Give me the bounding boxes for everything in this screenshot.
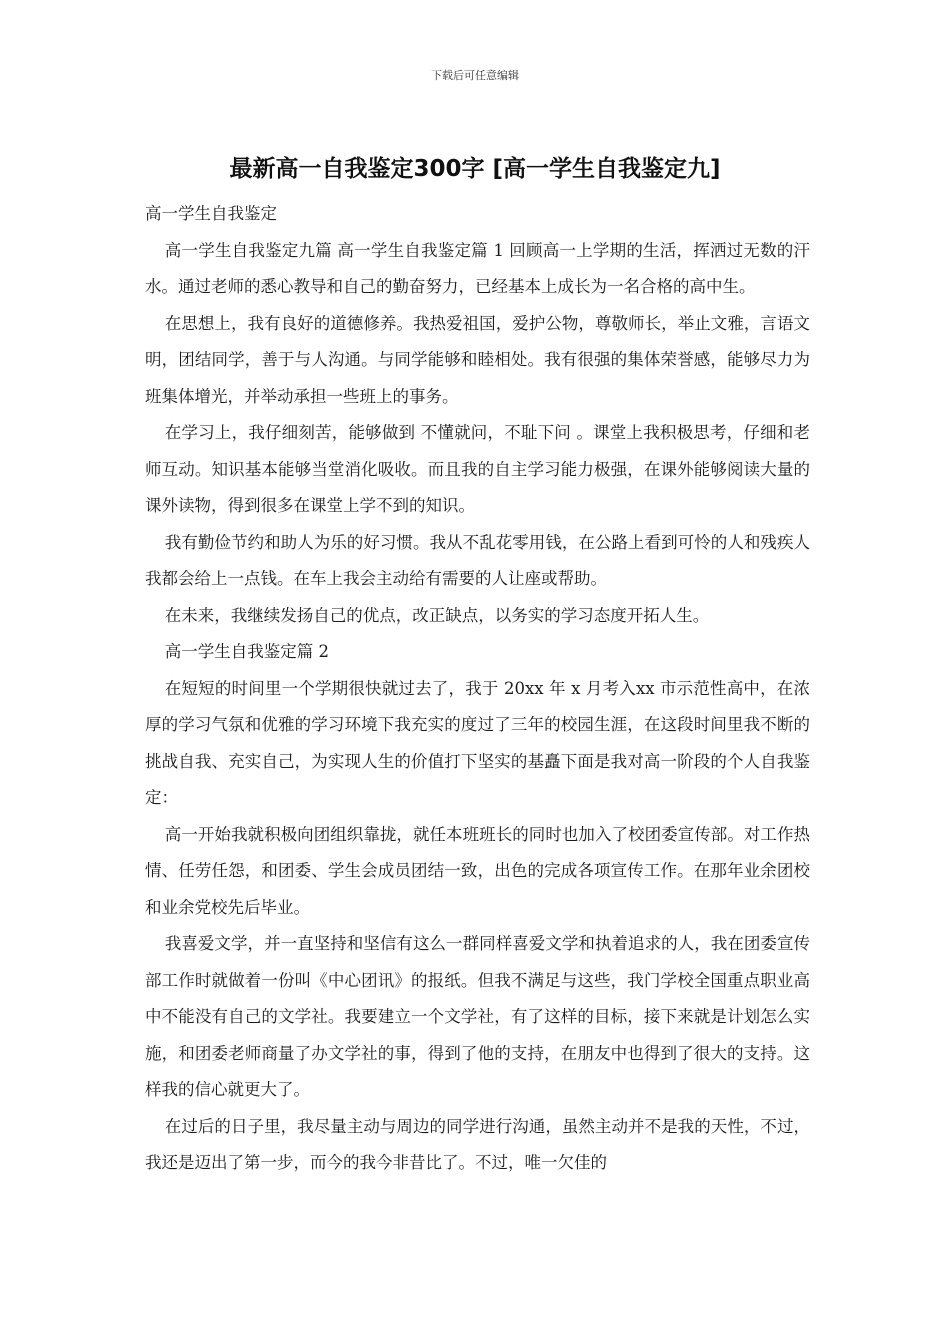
section-heading: 高一学生自我鉴定篇 2 (164, 642, 330, 661)
paragraph: 在学习上，我仔细刻苦，能够做到 不懂就问，不耻下问 。课堂上我积极思考，仔细和老师互动。知识基本能够当堂消化吸收。而且我的自主学习能力极强，在课外能够阅读大量的课外读物，得到很多在课堂上学不到的知识。 (145, 423, 810, 515)
document-title: 最新高一自我鉴定300字 [高一学生自我鉴定九] (229, 156, 721, 182)
paragraph: 我喜爱文学，并一直坚持和坚信有这么一群同样喜爱文学和执着追求的人，我在团委宣传部工作时就做着一份叫《中心团讯》的报纸。但我不满足与这些，我门学校全国重点职业高中不能没有自己的文学社。我要建立一个文学社，有了这样的目标，接下来就是计划怎么实施，和团委老师商量了办文学社的事，得到了他的支持，在朋友中也得到了很大的支持。这样我的信心就更大了。 (145, 934, 810, 1099)
paragraph: 在短短的时间里一个学期很快就过去了，我于 20xx 年 x 月考入xx 市示范性高中，在浓厚的学习气氛和优雅的学习环境下我充实的度过了三年的校园生涯，在这段时间里我不断的挑战自我、充实自己，为实现人生的价值打下坚实的基矗下面是我对高一阶段的个人自我鉴定： (145, 678, 810, 807)
document-body (145, 196, 810, 1182)
page-header-note: 下载后可任意编辑 (431, 69, 519, 82)
paragraph: 我有勤俭节约和助人为乐的好习惯。我从不乱花零用钱，在公路上看到可怜的人和残疾人我都会给上一点钱。在车上我会主动给有需要的人让座或帮助。 (145, 532, 810, 588)
paragraph: 在思想上，我有良好的道德修养。我热爱祖国，爱护公物，尊敬师长，举止文雅，言语文明，团结同学，善于与人沟通。与同学能够和睦相处。我有很强的集体荣誉感，能够尽力为班集体增光，并举动承担一些班上的事务。 (145, 313, 810, 406)
paragraph: 高一开始我就积极向团组织靠拢，就任本班班长的同时也加入了校团委宣传部。对工作热情、任劳任怨，和团委、学生会成员团结一致，出色的完成各项宣传工作。在那年业余团校和业余党校先后毕业。 (145, 824, 810, 917)
paragraph: 高一学生自我鉴定九篇 高一学生自我鉴定篇 1 回顾高一上学期的生活，挥洒过无数的汗水。通过老师的悉心教导和自己的勤奋努力，已经基本上成长为一名合格的高中生。 (145, 240, 810, 296)
paragraph: 在未来，我继续发扬自己的优点，改正缺点，以务实的学习态度开拓人生。 (164, 605, 710, 625)
document-subtitle: 高一学生自我鉴定 (145, 204, 277, 223)
paragraph: 在过后的日子里，我尽量主动与周边的同学进行沟通，虽然主动并不是我的天性，不过，我还是迈出了第一步，而今的我今非昔比了。不过，唯一欠佳的 (145, 1116, 810, 1172)
